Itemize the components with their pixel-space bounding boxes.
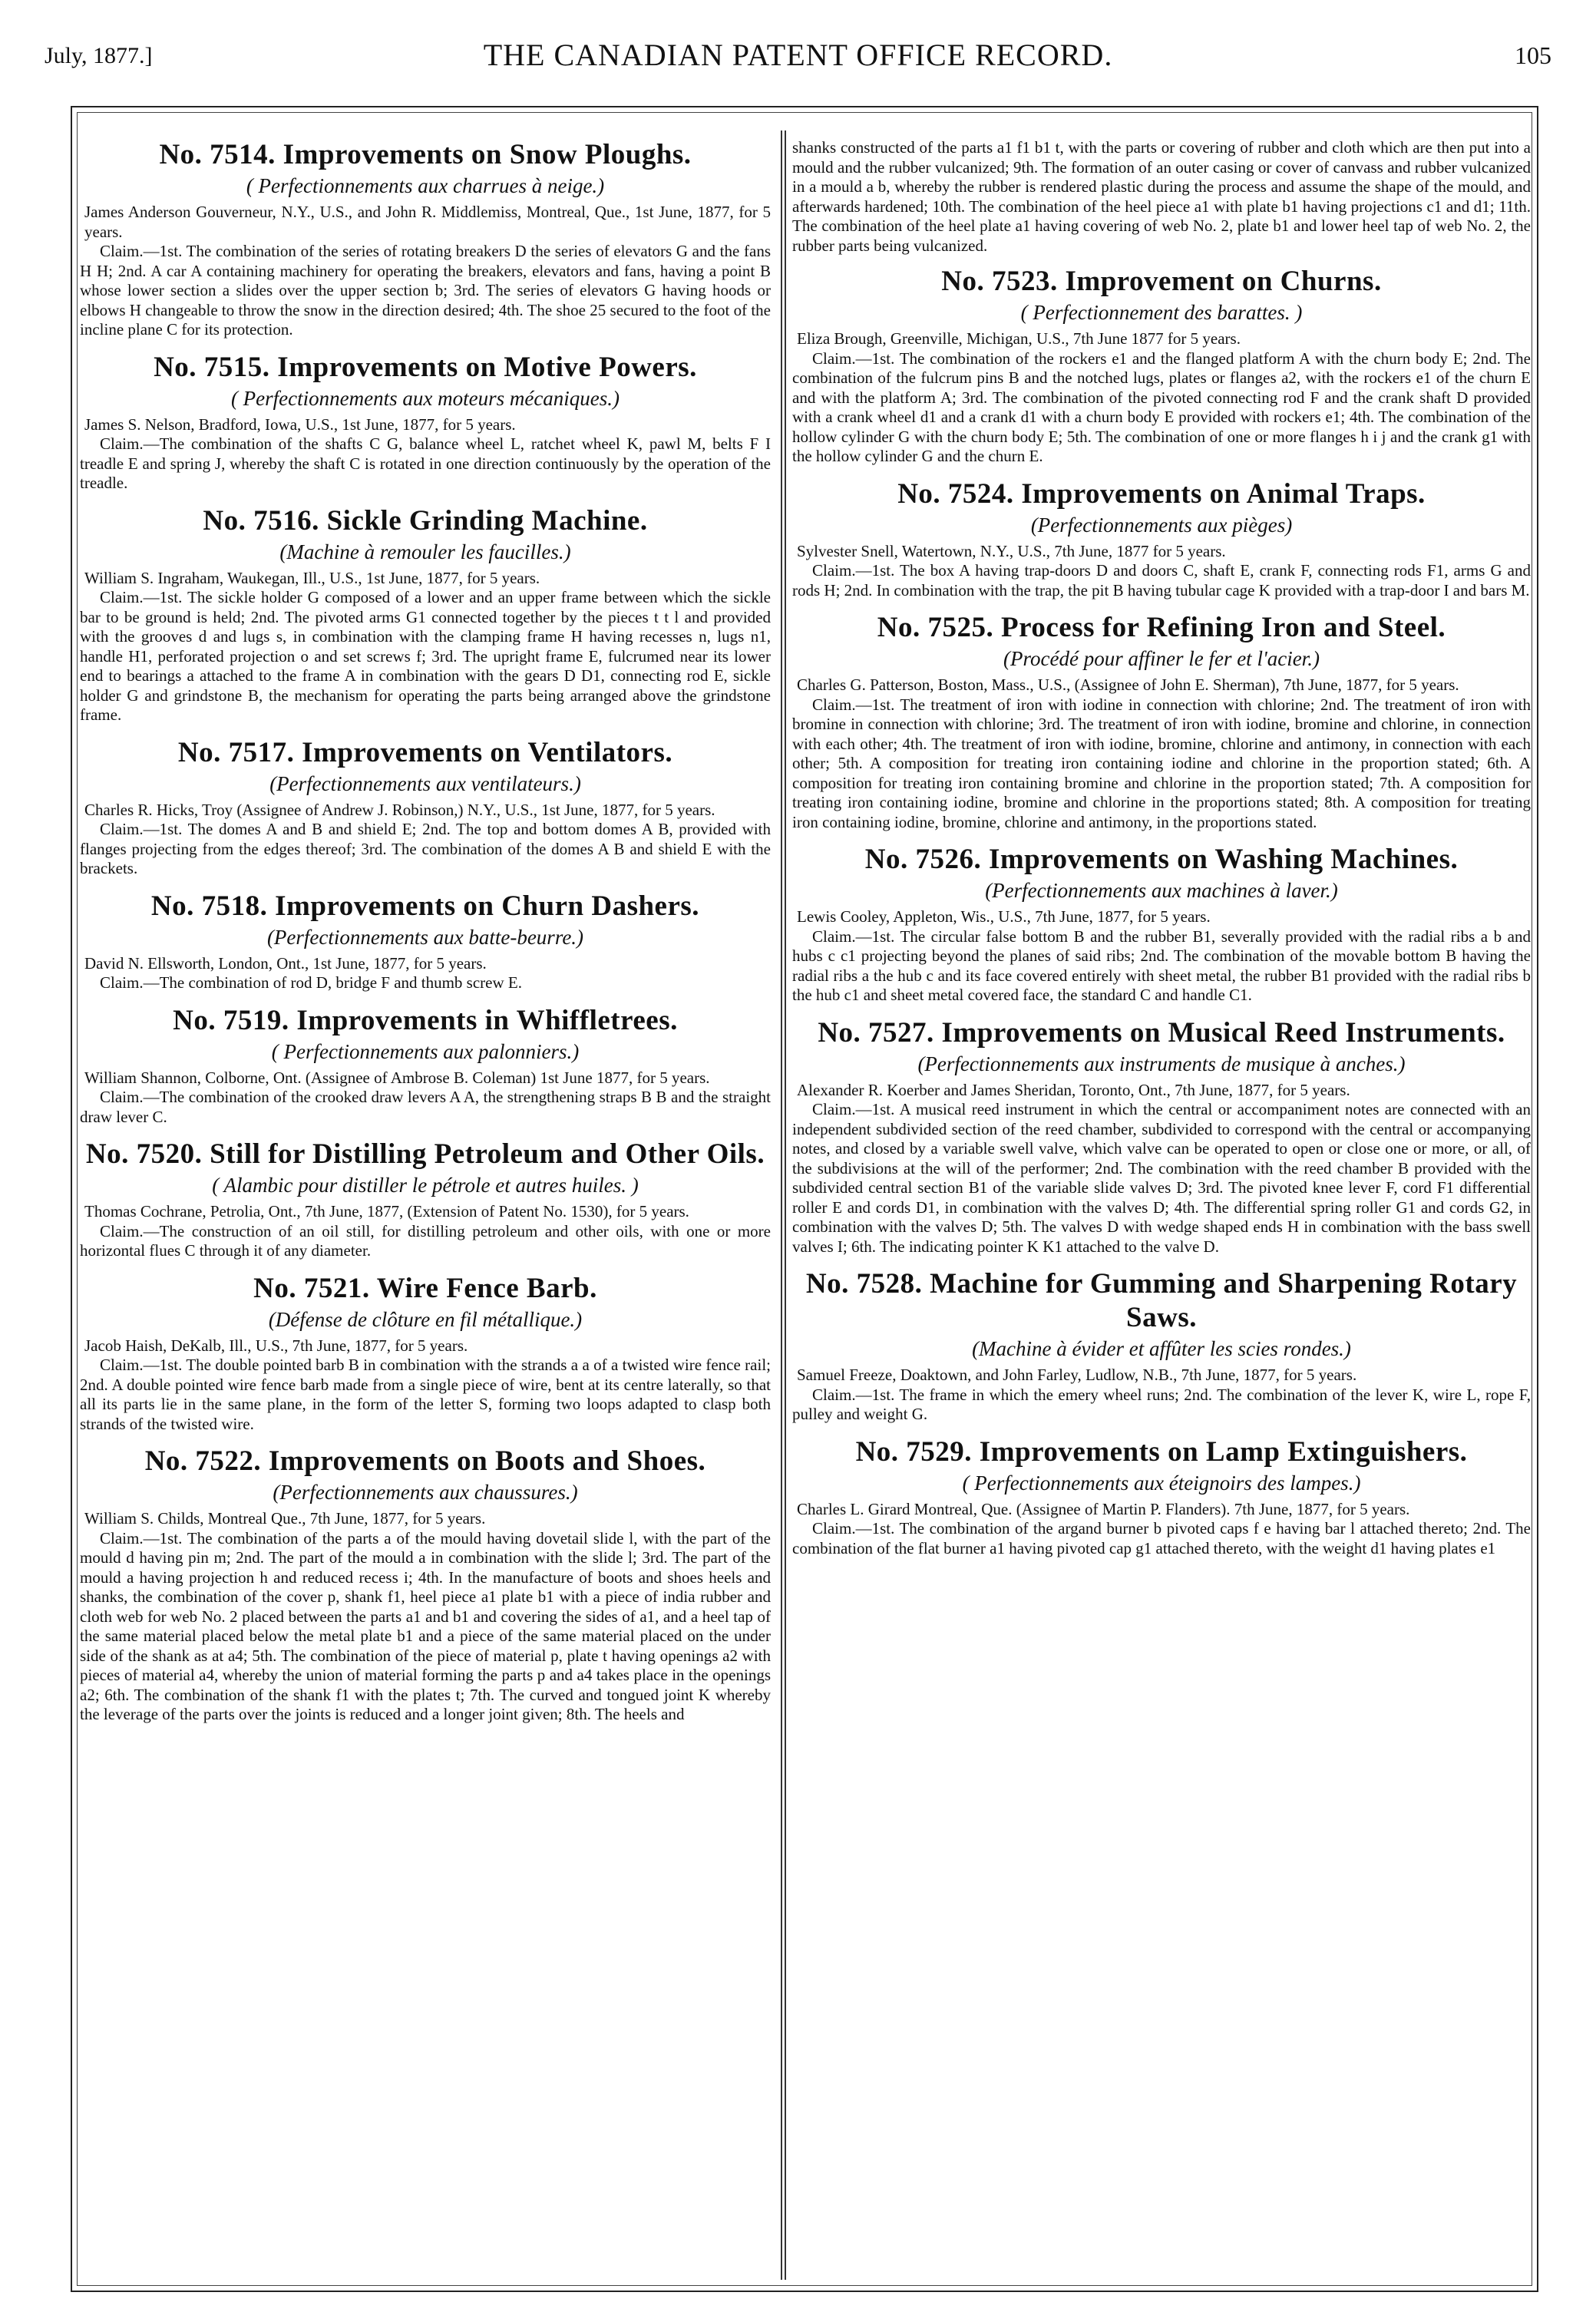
inventor-line: Charles L. Girard Montreal, Que. (Assignee of Martin P. Flanders). 7th June, 1877, for 5 years. (797, 1499, 1410, 1518)
patent-title: No. 7526. Improvements on Washing Machines. (864, 844, 1459, 875)
patent-entry (792, 1267, 1531, 1425)
patent-entry (792, 1016, 1531, 1257)
patent-title: No. 7520. Still for Distilling Petroleum and Other Oils. (85, 1138, 765, 1170)
french-title: (Perfectionnements aux machines à laver.) (985, 879, 1338, 902)
right-column (792, 138, 1531, 2280)
patent-title: No. 7525. Process for Refining Iron and Steel. (877, 612, 1446, 643)
french-title: (Défense de clôture en fil métallique.) (268, 1307, 583, 1331)
claim-text: Claim.—1st. The combination of the rockers e1 and the flanged platform A with the churn body E; 2nd. The combination of the fulcrum pins B and the notched lugs, plates or flanges a2, with the rockers e1 of the churn E and with the platform A; 3rd. The combination of the pivoted connecting rod F and the crank shaft D provided with a crank wheel d1 and a crank d1 with a churn body E provided with rockers e1; 4th. The combination of the hollow cylinder G with the churn body E; 5th. The combination of one or more flanges h i j and the crank g1 with the hollow cylinder G and the churn E. (792, 348, 1531, 465)
patent-title: No. 7514. Improvements on Snow Ploughs. (159, 139, 692, 170)
publication-title: THE CANADIAN PATENT OFFICE RECORD. (483, 38, 1113, 72)
patent-title: No. 7524. Improvements on Animal Traps. (897, 477, 1426, 510)
patent-entry (792, 1435, 1531, 1559)
inventor-line: William S. Childs, Montreal Que., 7th June, 1877, for 5 years. (84, 1509, 486, 1528)
patent-title: No. 7527. Improvements on Musical Reed Instruments. (818, 1016, 1505, 1049)
french-title: ( Perfectionnements aux palonniers.) (271, 1039, 580, 1063)
patent-title: No. 7529. Improvements on Lamp Extinguishers. (855, 1435, 1468, 1468)
patent-title: No. 7518. Improvements on Churn Dashers. (150, 890, 700, 922)
patent-entry (80, 1004, 771, 1128)
patent-title: No. 7517. Improvements on Ventilators. (177, 736, 673, 768)
patent-entry (80, 890, 771, 993)
claim-text: Claim.—The combination of the crooked draw levers A A, the strengthening straps B B and the straight draw lever C. (80, 1088, 771, 1126)
patent-title: No. 7519. Improvements in Whiffletrees. (173, 1004, 678, 1036)
claim-text: Claim.—The combination of the shafts C G, balance wheel L, ratchet wheel K, pawl M, belts F I treadle E and spring J, whereby the shaft C is rotated in one direction continuously by the operation of the treadle. (80, 434, 771, 492)
patent-title: No. 7516. Sickle Grinding Machine. (203, 504, 648, 537)
french-title: (Perfectionnements aux ventilateurs.) (269, 771, 581, 795)
claim-text: Claim.—1st. The circular false bottom B and the rubber B1, severally provided with the radial ribs a b and hubs c c1 projecting beyond the planes of said ribs; 2nd. The combination of the movable bottom B having the radial ribs a the hub c and its face covered entirely with sheet metal, the rubber B1 provided with the radial ribs b the hub c1 and sheet metal covered face, the standard C and handle C1. (792, 926, 1531, 1004)
inventor-line: Jacob Haish, DeKalb, Ill., U.S., 7th June, 1877, for 5 years. (84, 1336, 468, 1355)
inventor-line: Charles G. Patterson, Boston, Mass., U.S., (Assignee of John E. Sherman), 7th June, 1877, for 5 years. (797, 675, 1459, 694)
patent-entry (80, 1138, 771, 1261)
inventor-line: David N. Ellsworth, London, Ont., 1st June, 1877, for 5 years. (84, 953, 487, 973)
claim-text: Claim.—1st. The combination of the parts a of the mould having dovetail slide l, with the part of the mould d having pin m; 2nd. The part of the mould a in combination with the slide l; 3rd. The part of the mould a having projection h and reduced recess i; 4th. In the manufacture of boots and shoes heels and shanks, the combination of the cover p, shank f1, heel piece a1 plate b1 with a piece of india rubber and cloth web for web No. 2 placed between the parts a1 and b1 and covering the sides of a1, and a heel tap of the same material placed below the metal plate b1 and a piece of the same material placed on the under side of the shank as at a4; 5th. The combination of the piece of material p, plate t having openings a2 with pieces of material a4, whereby the union of material forming the parts p and a4 takes place in the openings a2; 6th. The combination of the shank f1 with the plates t; 7th. The curved and tongued joint K whereby the leverage of the parts over the joints is reduced and a longer joint given; 8th. The heels and (80, 1528, 771, 1723)
patent-entry (80, 736, 771, 879)
patent-entry (80, 138, 771, 340)
column-divider (785, 130, 786, 2280)
claim-text: Claim.—1st. The combination of the series of rotating breakers D the series of elevators G and the fans H H; 2nd. A car A containing machinery for operating the breakers, elevators and fans, having a point B whose lower section a slides over the upper section b; 3rd. The series of elevators G having hoods or elbows H changeable to throw the snow in the direction desired; 4th. The shoe 25 secured to the foot of the incline plane C for its protection. (80, 242, 771, 339)
issue-date: July, 1877.] (45, 43, 153, 68)
patent-title: No. 7521. Wire Fence Barb. (253, 1272, 597, 1304)
french-title: ( Perfectionnement des barattes. ) (1020, 301, 1303, 324)
french-title: (Perfectionnements aux chaussures.) (273, 1481, 578, 1504)
claim-continuation: shanks constructed of the parts a1 f1 b1 t, with the parts or covering of rubber and cloth which are then put into a mould and the rubber vulcanized; 9th. The formation of an outer casing or cover of canvass and rubber vulcanized in a mould a b, whereby the rubber is rendered plastic during the process and assume the shape of the mould, and afterwards hardened; 10th. The combination of the heel piece a1 with plate b1 having projections c1 and d1; 11th. The combination of the heel plate a1 having covering of web No. 2, plate b1 and lower heel tap of web No. 2, the rubber parts being vulcanized. (792, 138, 1531, 255)
inventor-line: James Anderson Gouverneur, N.Y., U.S., and John R. Middlemiss, Montreal, Que., 1st June, 1877, for 5 years. (84, 203, 771, 241)
french-title: ( Perfectionnements aux moteurs mécaniques.) (230, 386, 620, 410)
patent-entry (80, 1272, 771, 1435)
patent-entry (792, 843, 1531, 1006)
patent-entry (792, 611, 1531, 832)
patent-title: No. 7522. Improvements on Boots and Shoes. (144, 1445, 706, 1477)
french-title: (Perfectionnements aux batte-beurre.) (266, 925, 584, 949)
patent-title: No. 7515. Improvements on Motive Powers. (154, 351, 697, 383)
claim-text: Claim.—1st. The combination of the argand burner b pivoted caps f e having bar l attached thereto; 2nd. The combination of the flat burner a1 having pivoted cap g1 attached thereto, with the weight d1 having plates e1 (792, 1519, 1531, 1557)
french-title: ( Perfectionnements aux charrues à neige.) (246, 174, 605, 197)
page-number: 105 (1515, 41, 1551, 69)
claim-text: Claim.—1st. The sickle holder G composed of a lower and an upper frame between which the sickle bar to be ground is held; 2nd. The pivoted arms G1 connected together by the pieces t t l and provided with the grooves d and lugs s, in combination with the clamping frame H having recesses n, lugs n1, handle H1, perforated projection o and set screws f; 3rd. The upright frame E, fulcrumed near its lower end to bearings a attached to the frame A in combination with the gears D D1, connecting rod E, sickle holder G and grindstone B, the mechanism for operating the parts being arranged above the grindstone frame. (80, 588, 771, 724)
patent-entry (80, 351, 771, 494)
inventor-line: Charles R. Hicks, Troy (Assignee of Andrew J. Robinson,) N.Y., U.S., 1st June, 1877, for 5 years. (84, 800, 715, 819)
claim-text: Claim.—The combination of rod D, bridge F and thumb screw E. (100, 973, 522, 992)
inventor-line: Lewis Cooley, Appleton, Wis., U.S., 7th June, 1877, for 5 years. (797, 907, 1211, 926)
french-title: (Machine à évider et affûter les scies rondes.) (972, 1337, 1351, 1360)
claim-text: Claim.—1st. The box A having trap-doors D and doors C, shaft E, crank F, connecting rods F1, arms G and rods H; 2nd. In combination with the trap, the pit B having tubular cage K provided with a trap-door I and bars M. (792, 561, 1531, 599)
inventor-line: Eliza Brough, Greenville, Michigan, U.S., 7th June 1877 for 5 years. (797, 329, 1241, 348)
claim-text: Claim.—1st. A musical reed instrument in which the central or accompaniment notes are connected with an independent subdivided section of the reed chamber, subdivided to correspond with the central or accompanying notes, and closed by a variable swell valve, which valve can be operated to open or close one or more, or all, of the subdivisions at the will of the performer; 2nd. The combination with the reed chamber B provided with the subdivided central section B1 of the variable slide valves D; 3rd. The pivoted knee lever F, cord F1 differential roller E and cords D1, in combination with the valves D; 4th. The differential spring roller G1 and cords G2, in combination with the valves D; 5th. The valves D with wedge shaped ends H in combination with the bass swell valves I; 6th. The indicating pointer K K1 attached to the valve D. (792, 1100, 1531, 1256)
claim-text: Claim.—1st. The double pointed barb B in combination with the strands a a of a twisted wire fence rail; 2nd. A double pointed wire fence barb made from a single piece of wire, bent at its centre laterally, so that all its parts lie in the same plane, in the form of the letter S, forming two loops adapted to clasp both strands of the twisted wire. (80, 1356, 771, 1433)
french-title: (Perfectionnements aux instruments de musique à anches.) (917, 1052, 1406, 1075)
french-title: (Perfectionnements aux pièges) (1030, 513, 1293, 537)
inventor-line: Thomas Cochrane, Petrolia, Ont., 7th June, 1877, (Extension of Patent No. 1530), for 5 years. (84, 1202, 689, 1220)
french-title: (Machine à remouler les faucilles.) (279, 540, 571, 563)
patent-entry (80, 1445, 771, 1725)
french-title: ( Perfectionnements aux éteignoirs des lampes.) (962, 1471, 1361, 1495)
inventor-line: James S. Nelson, Bradford, Iowa, U.S., 1st June, 1877, for 5 years. (84, 415, 516, 434)
claim-text: Claim.—The construction of an oil still, for distilling petroleum and other oils, with one or more horizontal flues C through it of any diameter. (80, 1221, 771, 1260)
claim-text: Claim.—1st. The treatment of iron with iodine in connection with chlorine; 2nd. The treatment of iron with bromine in connection with chlorine; 3rd. The treatment of iron with iodine, bromine and chlorine, in connection with each other; 4th. The treatment of iron with iodine, bromine, chlorine and antimony, in connection with each other; 5th. A composition for treating iron containing iodine and chlorine in the proportion stated; 6th. A composition for treating iron containing bromine and chlorine in the proportion stated; 7th. A composition for treating iron containing iodine, bromine and chlorine in the proportions stated; 8th. A composition for treating iron containing iodine, bromine, chlorine and antimony, in the proportions stated. (792, 695, 1531, 831)
patent-title: No. 7523. Improvement on Churns. (941, 266, 1382, 297)
inventor-line: William Shannon, Colborne, Ont. (Assignee of Ambrose B. Coleman) 1st June 1877, for 5 years. (84, 1068, 710, 1087)
inventor-line: Samuel Freeze, Doaktown, and John Farley, Ludlow, N.B., 7th June, 1877, for 5 years. (797, 1366, 1357, 1384)
french-title: ( Alambic pour distiller le pétrole et autres huiles. ) (212, 1174, 639, 1197)
inventor-line: William S. Ingraham, Waukegan, Ill., U.S., 1st June, 1877, for 5 years. (84, 568, 540, 587)
patent-entry (792, 477, 1531, 601)
french-title: (Procédé pour affiner le fer et l'acier.) (1003, 647, 1320, 670)
left-column (80, 138, 771, 2280)
patent-entry (80, 504, 771, 725)
column-divider (781, 130, 782, 2280)
inventor-line: Alexander R. Koerber and James Sheridan, Toronto, Ont., 7th June, 1877, for 5 years. (797, 1080, 1350, 1099)
claim-text: Claim.—1st. The domes A and B and shield E; 2nd. The top and bottom domes A B, provided with flanges projecting from the edges thereof; 3rd. The combination of the domes A B and shield E with the brackets. (80, 820, 771, 877)
claim-text: Claim.—1st. The frame in which the emery wheel runs; 2nd. The combination of the lever K, wire L, rope F, pulley and weight G. (792, 1385, 1531, 1423)
patent-title: No. 7528. Machine for Gumming and Sharpening Rotary Saws. (805, 1268, 1518, 1333)
patent-entry (792, 265, 1531, 467)
inventor-line: Sylvester Snell, Watertown, N.Y., U.S., 7th June, 1877 for 5 years. (797, 541, 1226, 560)
